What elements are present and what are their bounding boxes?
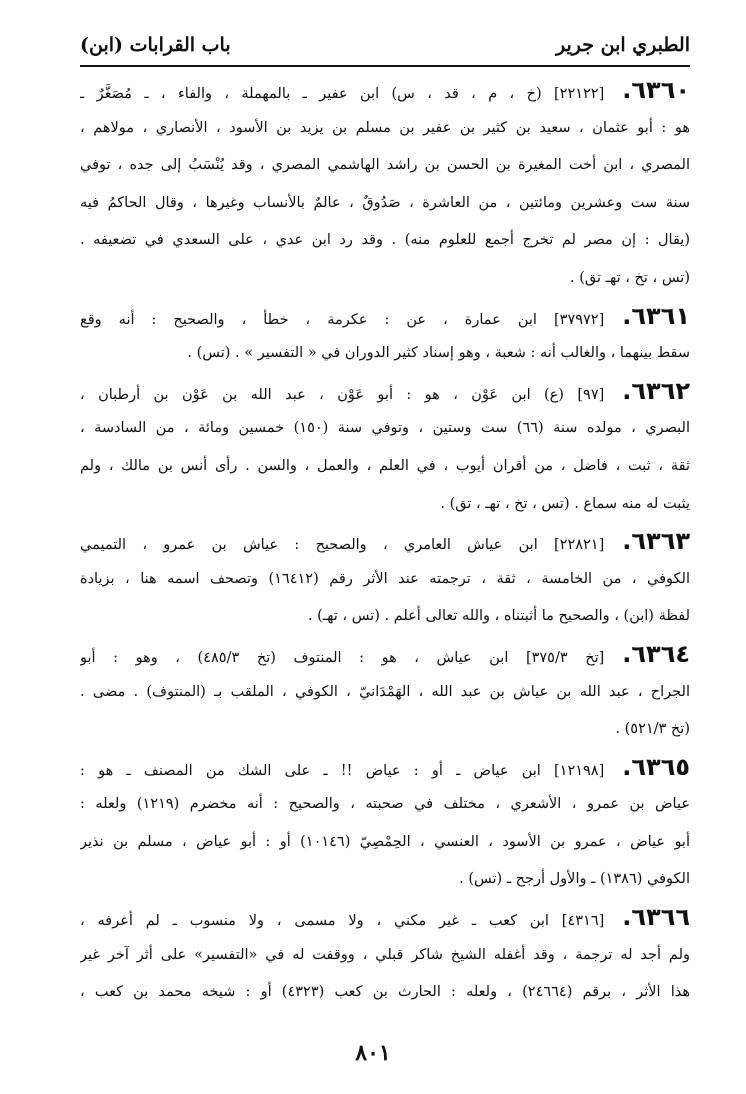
entry-line: (تس ، تخ ، تهـ تق) . <box>570 269 690 286</box>
entry-number: ٦٣٦٦. <box>622 903 690 932</box>
entry-number: ٦٣٦٥. <box>622 752 690 781</box>
entry-line: أبو عياض ، عمرو بن الأسود ، العنسي ، الحِمْصِيّ (١٠١٤٦) أو : أبو عياض ، مسلم بن نذير <box>80 833 690 850</box>
entry-line: الجراح ، عبد الله بن عياش بن عبد الله ، الهَمْدَانيّ ، الكوفي ، الملقب بـ (المنتوف) . مضى . <box>80 683 690 700</box>
entry-6365 <box>80 749 690 899</box>
book-title: الطبري ابن جرير <box>555 34 690 56</box>
entry-text: [٤٣١٦] ابن كعب ـ غير مكني ، ولا مسمى ، ولا منسوب ـ لم أعرفه ، <box>80 913 605 930</box>
entry-line: الكوفي (١٣٨٦) ـ والأول أرجح ـ (تس) . <box>459 871 690 888</box>
entry-6363 <box>80 523 690 636</box>
entry-line: يثبت له منه سماع . (تس ، تخ ، تهـ ، تق) . <box>440 495 690 512</box>
document-body <box>80 72 690 1012</box>
header-divider <box>80 65 690 67</box>
entry-6362 <box>80 373 690 523</box>
entry-text: [٢٢٨٢١] ابن عياش العامري ، والصحيح : عياش بن عمرو ، التميمي <box>80 537 605 554</box>
entry-text: [٩٧] (ع) ابن عَوْن ، هو : أبو عَوْن ، عبد الله بن عَوْن بن أرطبان ، <box>80 386 605 403</box>
entry-number: ٦٣٦٢. <box>622 376 690 405</box>
entry-line <box>80 523 690 561</box>
entry-line: سقط بينهما ، والغالب أنه : شعبة ، وهو إسناد كثير الدوران في « التفسير » . (تس) . <box>187 345 690 362</box>
entry-text: [تخ ٣٧٥/٣] ابن عياش ، هو : المنتوف (تخ ٤٨٥/٣) ، وهو : أبو <box>80 649 605 666</box>
entry-text: [١٢١٩٨] ابن عياض ـ أو : عياض !! ـ على الشك من المصنف ـ هو : <box>80 762 605 779</box>
entry-text: [٣٧٩٧٢] ابن عمارة ، عن : عكرمة ، خطأ ، والصحيح : أنه وقع <box>80 311 605 328</box>
entry-line <box>80 298 690 336</box>
entry-line: ثقة ، ثبت ، فاضل ، من أقران أيوب ، في العلم ، والعمل ، والسن . رأى أنس بن مالك ، ولم <box>80 457 690 474</box>
entry-number: ٦٣٦٣. <box>622 527 690 556</box>
entry-line: (يقال : إن مصر لم تخرج أجمع للعلوم منه) . وقد رد ابن عدي ، على السعدي في تضعيفه . <box>80 232 690 249</box>
entry-line: لفظة (ابن) ، والصحيح ما أثبتناه ، والله تعالى أعلم . (تس ، تهـ) . <box>307 608 690 625</box>
entry-line: سنة ست وعشرين ومائتين ، من العاشرة ، صَدُوقٌ ، عالمٌ بالأنساب وغيرها ، وقال الحاكمُ فيه <box>80 194 690 211</box>
entry-line: (تخ ٥٢١/٣) . <box>615 721 690 738</box>
entry-6366 <box>80 899 690 1012</box>
entry-text: [٢٢١٢٢] (خ ، م ، قد ، س) ابن عفير ـ بالمهملة ، والفاء ، ـ مُصَغَّرٌ ـ <box>80 86 605 102</box>
entry-line: البصري ، مولده سنة (٦٦) ست وستين ، وتوفي سنة (١٥٠) خمسين ومائة ، من السادسة ، <box>80 420 690 437</box>
entry-line: ولم أجد له ترجمة ، وقد أغفله الشيخ شاكر قبلي ، ووقفت له في «التفسير» على أثر آخر غير <box>80 946 690 963</box>
entry-line <box>80 749 690 787</box>
page-number: ٨٠١ <box>355 1040 391 1066</box>
entry-line: المصري ، ابن أخت المغيرة بن الحسن بن راشد الهاشمي المصري ، وقد يُنْسَبُ إلى جده ، توفي <box>80 157 690 174</box>
entry-number: ٦٣٦١. <box>622 301 690 330</box>
entry-line <box>80 899 690 937</box>
entry-line: هو : أبو عثمان ، سعيد بن كثير بن عفير بن مسلم بن يزيد بن الأسود ، الأنصاري ، مولاهم ، <box>80 119 690 136</box>
entry-line: الكوفي ، من الخامسة ، ثقة ، ترجمته عند الأثر رقم (١٦٤١٢) وتصحف اسمه هنا ، بزيادة <box>80 570 690 587</box>
page-header <box>80 32 690 62</box>
entry-line <box>80 373 690 411</box>
chapter-title: باب القرابات (ابن) <box>80 34 231 56</box>
entry-number: ٦٣٦٤. <box>622 639 690 668</box>
entry-line: عياض بن عمرو ، الأشعري ، مختلف في صحبته ، والصحيح : أنه مخضرم (١٢١٩) ولعله : <box>80 796 690 813</box>
entry-line: هذا الأثر ، برقم (٢٤٦٦٤) ، ولعله : الحارث بن كعب (٤٣٢٣) أو : شيخه محمد بن كعب ، <box>80 984 690 1001</box>
entry-6364 <box>80 636 690 749</box>
entry-line <box>80 72 690 110</box>
entry-6360 <box>80 72 690 298</box>
entry-line <box>80 636 690 674</box>
entry-number: ٦٣٦٠. <box>622 76 690 104</box>
entry-6361 <box>80 298 690 373</box>
